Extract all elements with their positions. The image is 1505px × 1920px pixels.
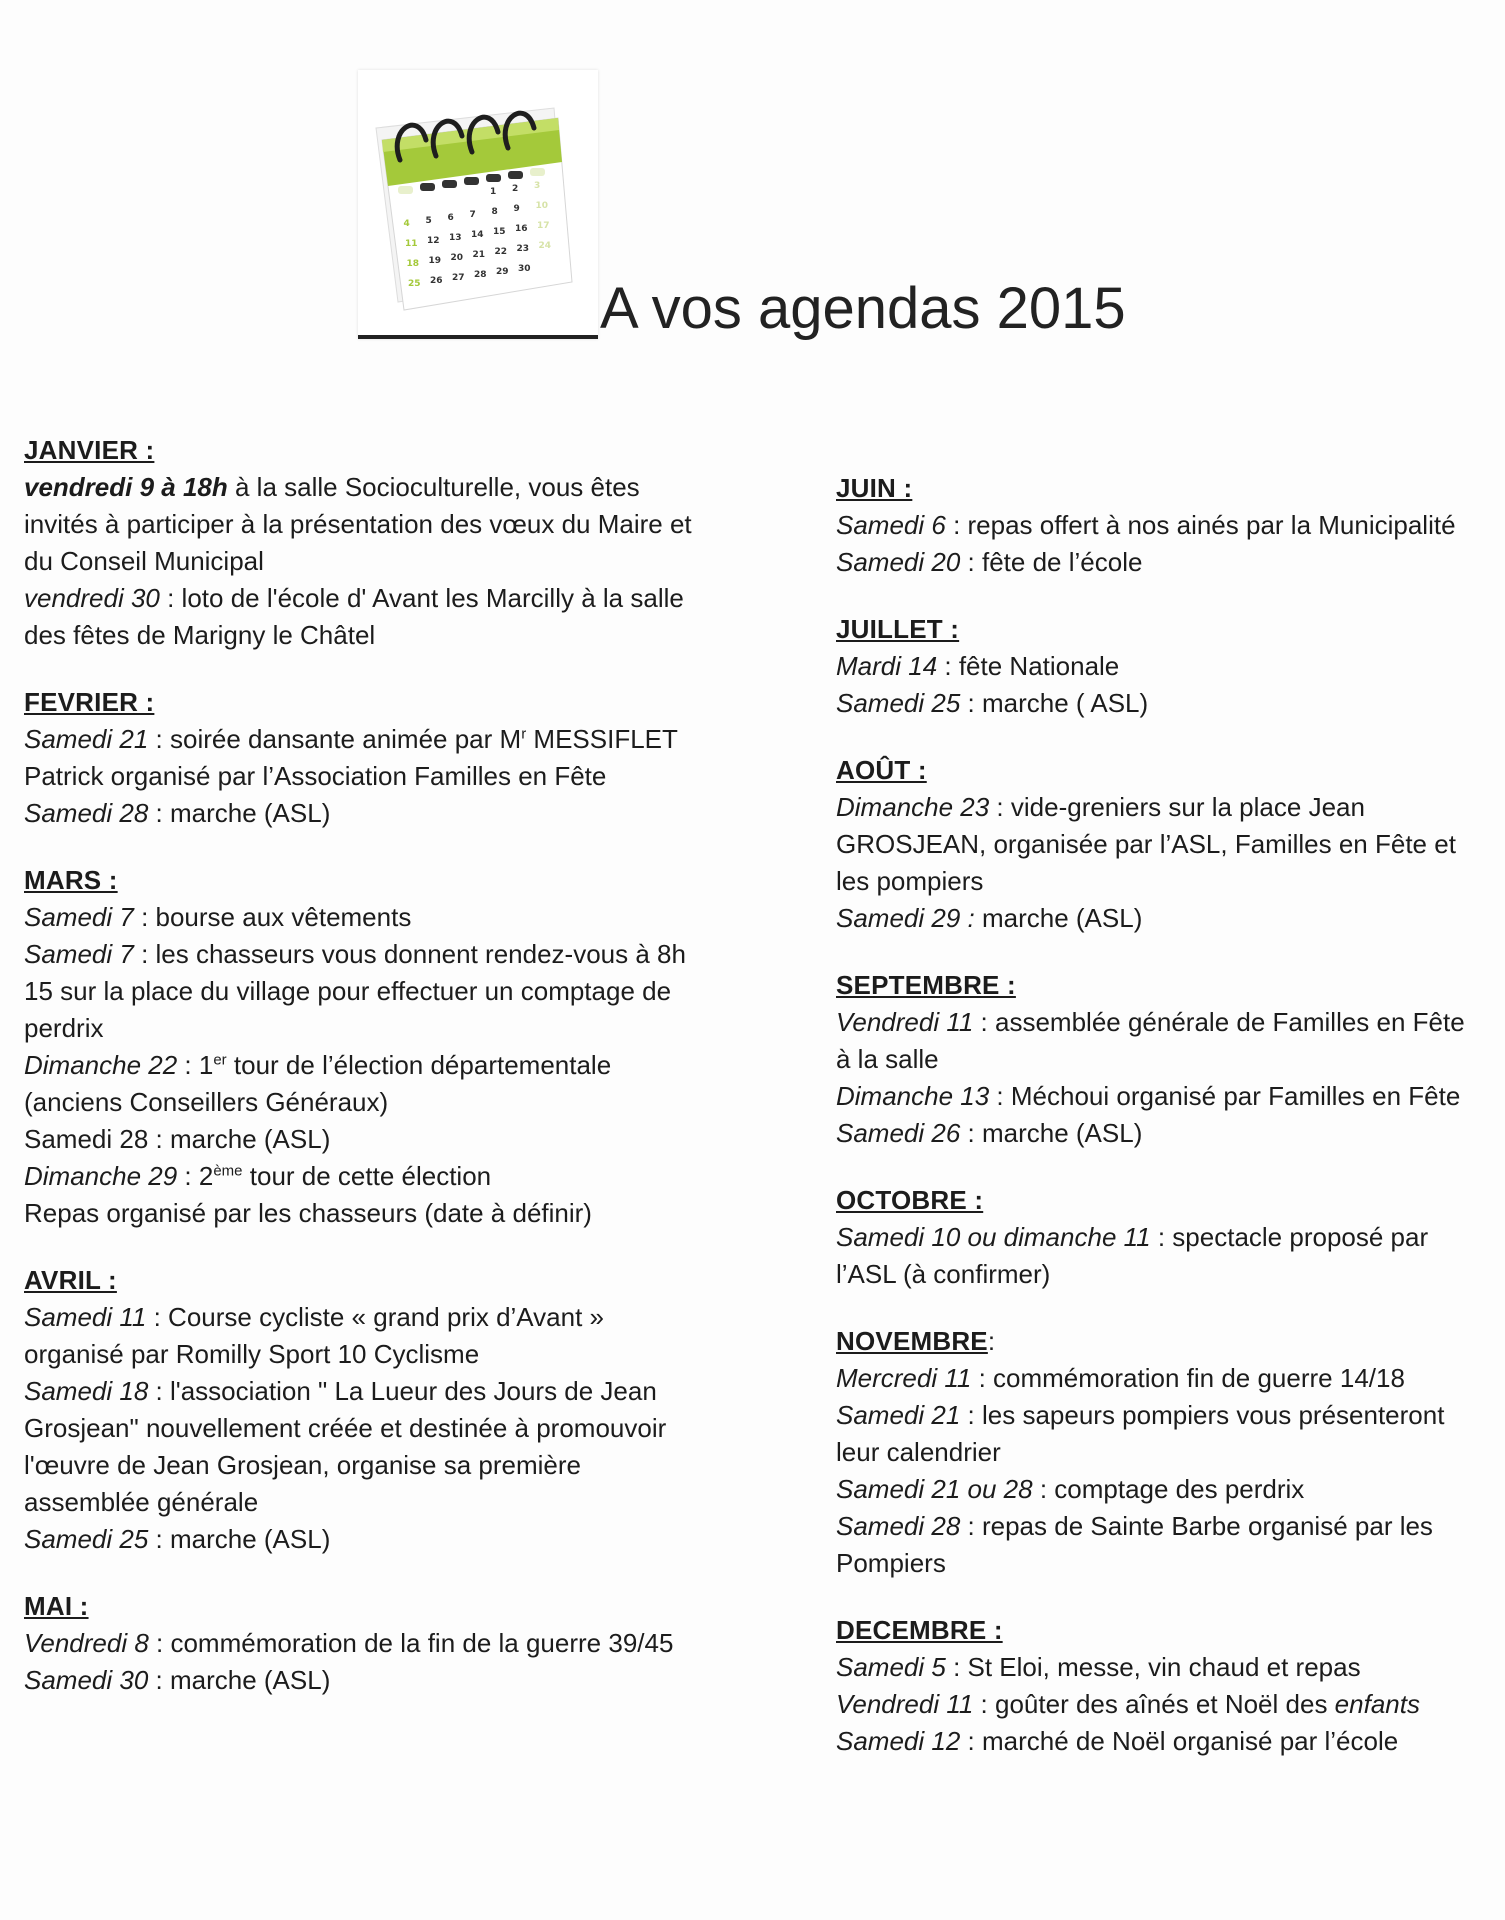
agenda-entry bbox=[24, 1121, 704, 1158]
entry-date: Samedi 11 bbox=[24, 1302, 147, 1332]
agenda-entry bbox=[24, 1662, 704, 1699]
agenda-entry bbox=[836, 789, 1486, 900]
entry-text-continued: tour de cette élection bbox=[242, 1161, 492, 1191]
entry-text: à la salle Socioculturelle, vous êtes invités à participer à la présentation des vœux du Maire et du Conseil Municipal bbox=[24, 472, 692, 576]
entry-text: : fête Nationale bbox=[937, 651, 1120, 681]
month-section bbox=[836, 470, 1486, 581]
month-section bbox=[836, 1612, 1486, 1760]
entry-text: marche (ASL) bbox=[974, 903, 1143, 933]
agenda-entry bbox=[836, 1649, 1486, 1686]
entry-text: : marche ( ASL) bbox=[960, 688, 1149, 718]
month-name: JUIN : bbox=[836, 473, 913, 503]
month-heading bbox=[24, 432, 704, 469]
weekday-chip bbox=[398, 186, 413, 194]
month-heading bbox=[24, 1588, 704, 1625]
entry-text: Samedi 28 : marche (ASL) bbox=[24, 1124, 331, 1154]
entry-text: : goûter des aînés et Noël des bbox=[973, 1689, 1335, 1719]
calendar-day-number: 6 bbox=[447, 213, 454, 223]
calendar-day-number: 18 bbox=[406, 259, 420, 269]
agenda-entry bbox=[836, 685, 1486, 722]
entry-date: Samedi 18 bbox=[24, 1376, 149, 1406]
calendar-day-number: 29 bbox=[496, 267, 509, 277]
month-section bbox=[24, 1262, 704, 1558]
month-name: JANVIER : bbox=[24, 435, 155, 465]
entry-date: Samedi 26 bbox=[836, 1118, 961, 1148]
entry-date: Samedi 21 bbox=[836, 1400, 961, 1430]
calendar-day-number: 25 bbox=[408, 279, 421, 289]
calendar-day-number: 1 bbox=[490, 187, 497, 197]
agenda-entry bbox=[836, 1508, 1486, 1582]
month-name: AVRIL : bbox=[24, 1265, 117, 1295]
month-heading bbox=[836, 752, 1486, 789]
agenda-entry bbox=[836, 544, 1486, 581]
agenda-entry bbox=[24, 1373, 704, 1521]
month-heading bbox=[836, 1612, 1486, 1649]
entry-superscript: r bbox=[521, 725, 527, 743]
entry-text: : repas offert à nos ainés par la Municipalité bbox=[945, 510, 1456, 540]
calendar-day-number: 23 bbox=[516, 244, 530, 254]
entry-date: Dimanche 22 bbox=[24, 1050, 178, 1080]
entry-text: : marche (ASL) bbox=[148, 1665, 331, 1695]
calendar-day-number: 2 bbox=[512, 184, 519, 194]
entry-superscript: er bbox=[213, 1051, 227, 1069]
agenda-entry bbox=[24, 795, 704, 832]
entry-text: : les sapeurs pompiers vous présenteront leur calendrier bbox=[836, 1400, 1445, 1467]
entry-text-continued: MESSIFLET Patrick organisé par l’Association Familles en Fête bbox=[24, 724, 678, 791]
entry-text: : St Eloi, messe, vin chaud et repas bbox=[945, 1652, 1361, 1682]
entry-date: Samedi 28 bbox=[836, 1511, 961, 1541]
entry-date: Samedi 30 bbox=[24, 1665, 149, 1695]
entry-text: : marche (ASL) bbox=[960, 1118, 1143, 1148]
month-section bbox=[24, 684, 704, 832]
left-column bbox=[24, 432, 704, 1729]
month-suffix: : bbox=[987, 1326, 996, 1356]
calendar-day-number: 13 bbox=[449, 233, 462, 243]
month-section bbox=[836, 1323, 1486, 1582]
agenda-entry bbox=[24, 1521, 704, 1558]
calendar-day-number: 16 bbox=[515, 224, 528, 234]
calendar-graphic bbox=[358, 70, 598, 331]
agenda-entry bbox=[836, 1360, 1486, 1397]
entry-date: vendredi 30 bbox=[24, 583, 160, 613]
entry-date: Samedi 6 bbox=[836, 510, 946, 540]
entry-date: Samedi 29 : bbox=[836, 903, 975, 933]
page-title: A vos agendas 2015 bbox=[600, 276, 1126, 341]
entry-text: : spectacle proposé par l’ASL (à confirmer) bbox=[836, 1222, 1429, 1289]
entry-date: Samedi 7 bbox=[24, 939, 134, 969]
entry-date: Samedi 25 bbox=[24, 1524, 149, 1554]
month-name: MAI : bbox=[24, 1591, 89, 1621]
month-section bbox=[836, 967, 1486, 1152]
right-column bbox=[836, 470, 1486, 1760]
month-heading bbox=[24, 1262, 704, 1299]
entry-text: : commémoration de la fin de la guerre 39/45 bbox=[148, 1628, 674, 1658]
agenda-entry bbox=[836, 1115, 1486, 1152]
month-name: NOVEMBRE bbox=[836, 1326, 988, 1356]
calendar-day-number: 17 bbox=[537, 221, 550, 231]
agenda-entry bbox=[836, 1078, 1486, 1115]
month-section bbox=[24, 862, 704, 1232]
agenda-entry bbox=[836, 1397, 1486, 1471]
entry-superscript: ème bbox=[213, 1162, 243, 1180]
month-name: MARS : bbox=[24, 865, 118, 895]
entry-text: : commémoration fin de guerre 14/18 bbox=[971, 1363, 1405, 1393]
entry-text: : marche (ASL) bbox=[148, 798, 331, 828]
calendar-day-number: 12 bbox=[427, 236, 440, 246]
month-heading bbox=[836, 611, 1486, 648]
entry-text: : l'association " La Lueur des Jours de Jean Grosjean" nouvellement créée et destinée à promouvoir l'œuvre de Jean Grosjean, organise sa première assemblée générale bbox=[24, 1376, 667, 1517]
calendar-day-number: 10 bbox=[535, 201, 549, 211]
entry-text: : bourse aux vêtements bbox=[133, 902, 412, 932]
month-name: JUILLET : bbox=[836, 614, 960, 644]
entry-text: : Méchoui organisé par Familles en Fête bbox=[989, 1081, 1461, 1111]
month-heading bbox=[24, 862, 704, 899]
entry-date: Vendredi 11 bbox=[836, 1689, 974, 1719]
agenda-entry bbox=[24, 899, 704, 936]
entry-date: Samedi 21 bbox=[24, 724, 149, 754]
agenda-entry bbox=[24, 469, 704, 580]
entry-date: Samedi 21 ou 28 bbox=[836, 1474, 1033, 1504]
weekday-chip bbox=[486, 174, 501, 182]
calendar-day-number: 26 bbox=[430, 276, 443, 286]
entry-date: Mercredi 11 bbox=[836, 1363, 972, 1393]
calendar-day-number: 11 bbox=[405, 239, 418, 249]
weekday-chip bbox=[530, 168, 545, 176]
agenda-entry bbox=[836, 900, 1486, 937]
entry-text: : 2 bbox=[177, 1161, 214, 1191]
entry-date: Dimanche 13 bbox=[836, 1081, 990, 1111]
agenda-entry bbox=[24, 580, 704, 654]
agenda-entry bbox=[24, 936, 704, 1047]
month-section bbox=[836, 1182, 1486, 1293]
calendar-day-number: 21 bbox=[472, 250, 486, 260]
calendar-day-number: 7 bbox=[469, 210, 476, 220]
calendar-day-number: 3 bbox=[534, 181, 541, 191]
entry-date: Samedi 20 bbox=[836, 547, 961, 577]
month-heading bbox=[24, 684, 704, 721]
entry-text: : 1 bbox=[177, 1050, 214, 1080]
entry-text: : marche (ASL) bbox=[148, 1524, 331, 1554]
calendar-day-number: 24 bbox=[538, 241, 552, 251]
entry-text: : assemblée générale de Familles en Fête à la salle bbox=[836, 1007, 1465, 1074]
month-name: DECEMBRE : bbox=[836, 1615, 1003, 1645]
entry-text-italic: enfants bbox=[1334, 1689, 1420, 1719]
entry-text: Repas organisé par les chasseurs (date à définir) bbox=[24, 1198, 592, 1228]
entry-text: : comptage des perdrix bbox=[1032, 1474, 1305, 1504]
entry-date: Dimanche 23 bbox=[836, 792, 990, 822]
month-name: SEPTEMBRE : bbox=[836, 970, 1016, 1000]
calendar-day-number: 27 bbox=[452, 273, 465, 283]
month-heading bbox=[836, 1323, 1486, 1360]
entry-text: : marché de Noël organisé par l’école bbox=[960, 1726, 1399, 1756]
weekday-chip bbox=[464, 177, 479, 185]
calendar-day-number: 4 bbox=[403, 219, 410, 229]
month-section bbox=[24, 432, 704, 654]
calendar-day-number: 19 bbox=[428, 256, 442, 266]
month-name: FEVRIER : bbox=[24, 687, 155, 717]
entry-date: Vendredi 11 bbox=[836, 1007, 974, 1037]
entry-date: Samedi 12 bbox=[836, 1726, 961, 1756]
agenda-entry bbox=[836, 1004, 1486, 1078]
weekday-chip bbox=[508, 171, 523, 179]
entry-text: : les chasseurs vous donnent rendez-vous à 8h 15 sur la place du village pour effectuer un comptage de perdrix bbox=[24, 939, 686, 1043]
agenda-entry bbox=[836, 507, 1486, 544]
month-name: OCTOBRE : bbox=[836, 1185, 984, 1215]
weekday-chip bbox=[442, 180, 457, 188]
entry-date: Vendredi 8 bbox=[24, 1628, 149, 1658]
agenda-entry bbox=[836, 648, 1486, 685]
entry-text-continued: tour de l’élection départementale (anciens Conseillers Généraux) bbox=[24, 1050, 612, 1117]
month-heading bbox=[836, 1182, 1486, 1219]
entry-text: : repas de Sainte Barbe organisé par les Pompiers bbox=[836, 1511, 1433, 1578]
calendar-day-number: 20 bbox=[450, 253, 464, 263]
agenda-entry bbox=[836, 1723, 1486, 1760]
month-heading bbox=[836, 470, 1486, 507]
calendar-day-number: 9 bbox=[513, 204, 520, 214]
agenda-entry bbox=[24, 1195, 704, 1232]
entry-date: Mardi 14 bbox=[836, 651, 938, 681]
agenda-entry bbox=[836, 1686, 1486, 1723]
agenda-entry bbox=[24, 1047, 704, 1121]
calendar-day-number: 14 bbox=[471, 230, 484, 240]
agenda-entry bbox=[24, 1158, 704, 1195]
entry-date: Samedi 5 bbox=[836, 1652, 946, 1682]
month-name: AOÛT : bbox=[836, 755, 927, 785]
entry-text: : vide-greniers sur la place Jean GROSJEAN, organisée par l’ASL, Familles en Fête et les pompiers bbox=[836, 792, 1456, 896]
month-section bbox=[836, 752, 1486, 937]
entry-date: vendredi 9 à 18h bbox=[24, 472, 228, 502]
entry-text: : fête de l’école bbox=[960, 547, 1143, 577]
entry-date: Samedi 7 bbox=[24, 902, 134, 932]
entry-text: : loto de l'école d' Avant les Marcilly à la salle des fêtes de Marigny le Châtel bbox=[24, 583, 684, 650]
agenda-entry bbox=[836, 1219, 1486, 1293]
month-section bbox=[24, 1588, 704, 1699]
month-section bbox=[836, 611, 1486, 722]
entry-date: Samedi 28 bbox=[24, 798, 149, 828]
calendar-day-number: 5 bbox=[425, 216, 432, 226]
calendar-day-number: 8 bbox=[491, 207, 498, 217]
entry-date: Dimanche 29 bbox=[24, 1161, 178, 1191]
entry-date: Samedi 10 ou dimanche 11 bbox=[836, 1222, 1151, 1252]
agenda-entry bbox=[24, 721, 704, 795]
weekday-chip bbox=[420, 183, 435, 191]
entry-text: : Course cycliste « grand prix d’Avant » organisé par Romilly Sport 10 Cyclisme bbox=[24, 1302, 605, 1369]
calendar-day-number: 22 bbox=[494, 247, 508, 257]
agenda-entry bbox=[24, 1299, 704, 1373]
calendar-day-number: 28 bbox=[474, 270, 487, 280]
calendar-icon bbox=[358, 70, 598, 339]
month-heading bbox=[836, 967, 1486, 1004]
calendar-day-number: 30 bbox=[518, 264, 531, 274]
entry-text: : soirée dansante animée par M bbox=[148, 724, 522, 754]
entry-date: Samedi 25 bbox=[836, 688, 961, 718]
agenda-entry bbox=[836, 1471, 1486, 1508]
calendar-day-number: 15 bbox=[493, 227, 506, 237]
agenda-entry bbox=[24, 1625, 704, 1662]
